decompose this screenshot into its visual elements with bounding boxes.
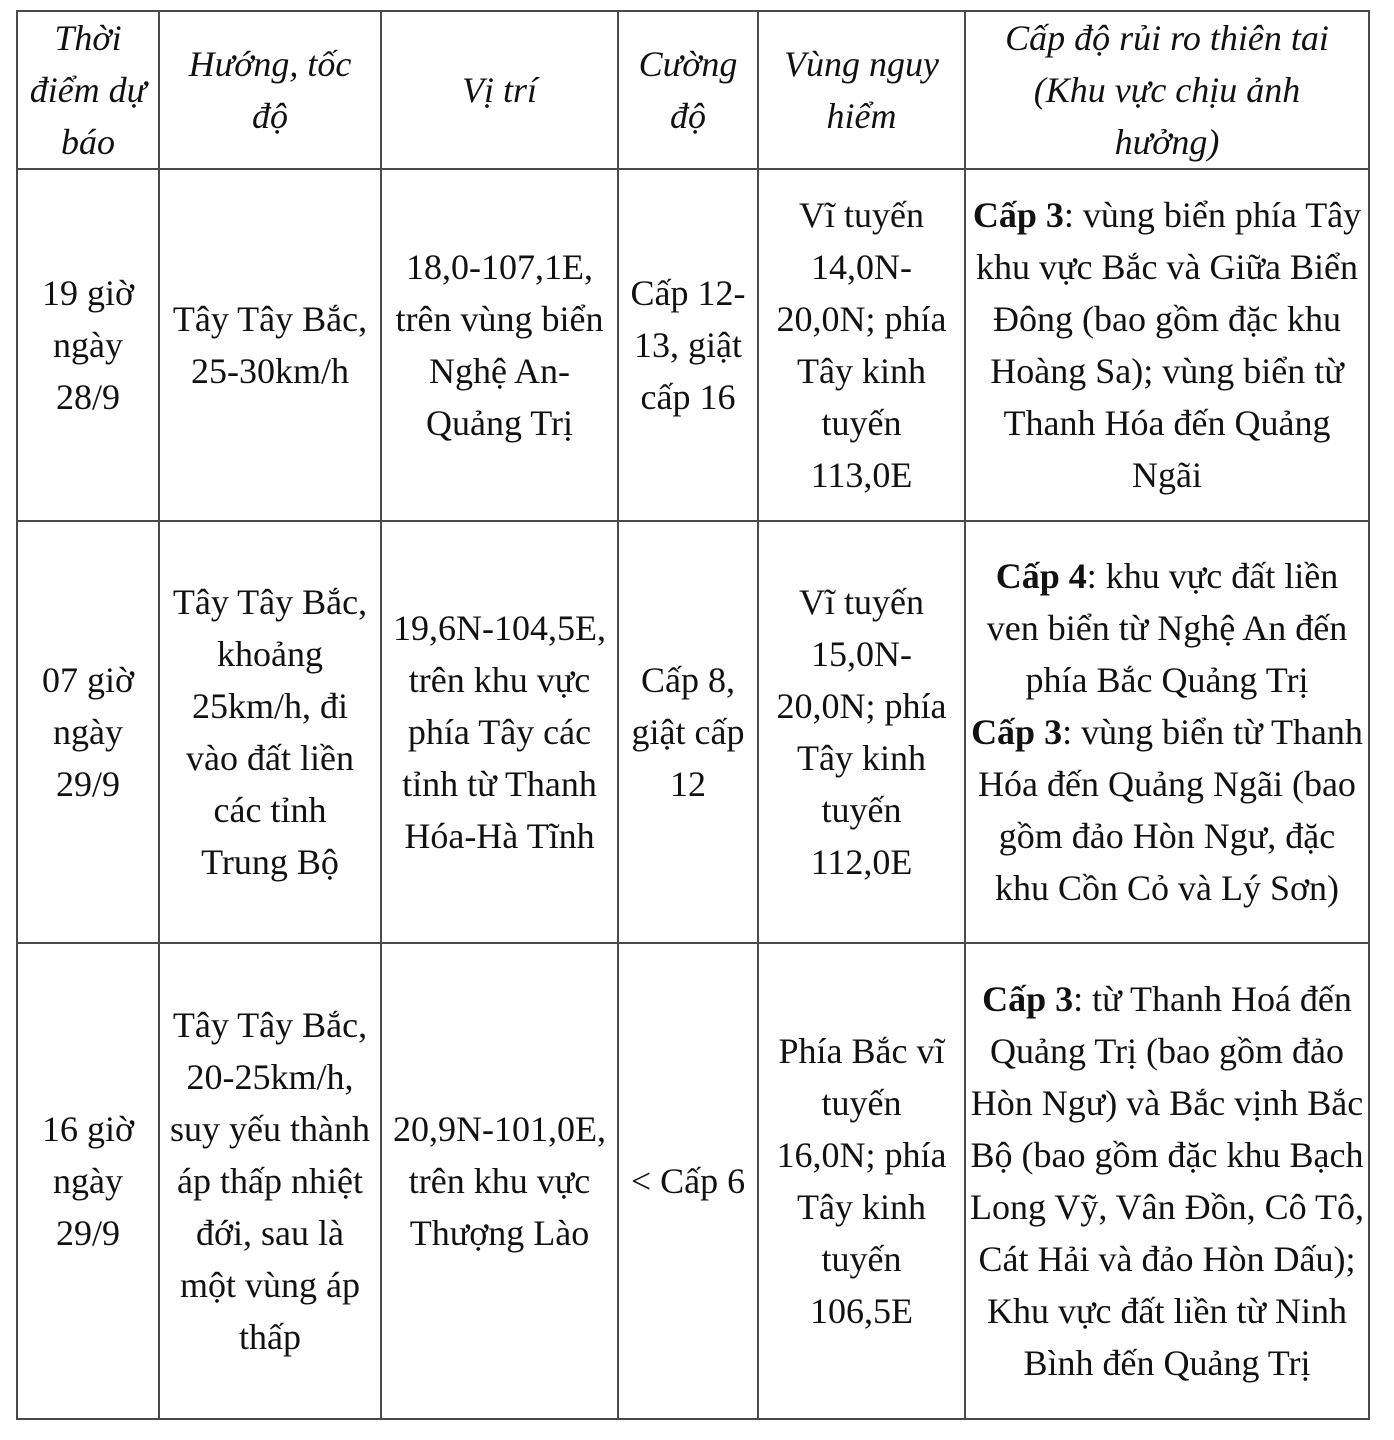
risk-level-label: Cấp 4	[995, 556, 1087, 596]
cell-danger-zone: Vĩ tuyến 14,0N- 20,0N; phía Tây kinh tuyến 113,0E	[758, 169, 965, 521]
cell-risk-level	[965, 521, 1369, 943]
header-danger-zone: Vùng nguy hiểm	[758, 11, 965, 169]
table-row	[17, 943, 1369, 1419]
risk-level-label: Cấp 3	[971, 712, 1063, 752]
header-row	[17, 11, 1369, 169]
cell-position: 18,0-107,1E, trên vùng biển Nghệ An- Quảng Trị	[381, 169, 618, 521]
risk-entry	[968, 706, 1366, 914]
cell-forecast-time: 07 giờ ngày 29/9	[17, 521, 159, 943]
cell-danger-zone: Vĩ tuyến 15,0N- 20,0N; phía Tây kinh tuyến 112,0E	[758, 521, 965, 943]
cell-risk-level	[965, 169, 1369, 521]
risk-level-label: Cấp 3	[972, 195, 1064, 235]
cell-forecast-time: 16 giờ ngày 29/9	[17, 943, 159, 1419]
table-row	[17, 169, 1369, 521]
risk-area-text: : vùng biển từ Thanh Hóa đến Quảng Ngãi (bao gồm đảo Hòn Ngư, đặc khu Cồn Cỏ và Lý Sơn)	[978, 712, 1363, 908]
risk-entry	[973, 195, 1361, 495]
cell-forecast-time: 19 giờ ngày 28/9	[17, 169, 159, 521]
header-disaster-risk-level: Cấp độ rủi ro thiên tai (Khu vực chịu ảnh hưởng)	[965, 11, 1369, 169]
risk-entry	[970, 979, 1364, 1383]
risk-area-text: : khu vực đất liền ven biển từ Nghệ An đến phía Bắc Quảng Trị	[986, 556, 1348, 700]
risk-area-text: : từ Thanh Hoá đến Quảng Trị (bao gồm đảo Hòn Ngư) và Bắc vịnh Bắc Bộ (bao gồm đặc khu Bạch Long Vỹ, Vân Đồn, Cô Tô, Cát Hải và đảo Hòn Dấu); Khu vực đất liền từ Ninh Bình đến Quảng Trị	[969, 979, 1364, 1383]
header-forecast-time: Thời điểm dự báo	[17, 11, 159, 169]
risk-entry	[968, 550, 1366, 706]
header-position: Vị trí	[381, 11, 618, 169]
cell-danger-zone: Phía Bắc vĩ tuyến 16,0N; phía Tây kinh tuyến 106,5E	[758, 943, 965, 1419]
cell-intensity: Cấp 12- 13, giật cấp 16	[618, 169, 758, 521]
cell-intensity: Cấp 8, giật cấp 12	[618, 521, 758, 943]
cell-direction-speed: Tây Tây Bắc, 25-30km/h	[159, 169, 381, 521]
storm-forecast-table	[16, 10, 1370, 1420]
cell-position: 20,9N-101,0E, trên khu vực Thượng Lào	[381, 943, 618, 1419]
risk-area-text: : vùng biển phía Tây khu vực Bắc và Giữa Biển Đông (bao gồm đặc khu Hoàng Sa); vùng biển từ Thanh Hóa đến Quảng Ngãi	[976, 195, 1362, 495]
cell-direction-speed: Tây Tây Bắc, khoảng 25km/h, đi vào đất liền các tỉnh Trung Bộ	[159, 521, 381, 943]
header-intensity: Cường độ	[618, 11, 758, 169]
risk-level-label: Cấp 3	[982, 979, 1074, 1019]
cell-direction-speed: Tây Tây Bắc, 20-25km/h, suy yếu thành áp thấp nhiệt đới, sau là một vùng áp thấp	[159, 943, 381, 1419]
cell-intensity: < Cấp 6	[618, 943, 758, 1419]
header-direction-speed: Hướng, tốc độ	[159, 11, 381, 169]
table-row	[17, 521, 1369, 943]
cell-position: 19,6N-104,5E, trên khu vực phía Tây các tỉnh từ Thanh Hóa-Hà Tĩnh	[381, 521, 618, 943]
cell-risk-level	[965, 943, 1369, 1419]
